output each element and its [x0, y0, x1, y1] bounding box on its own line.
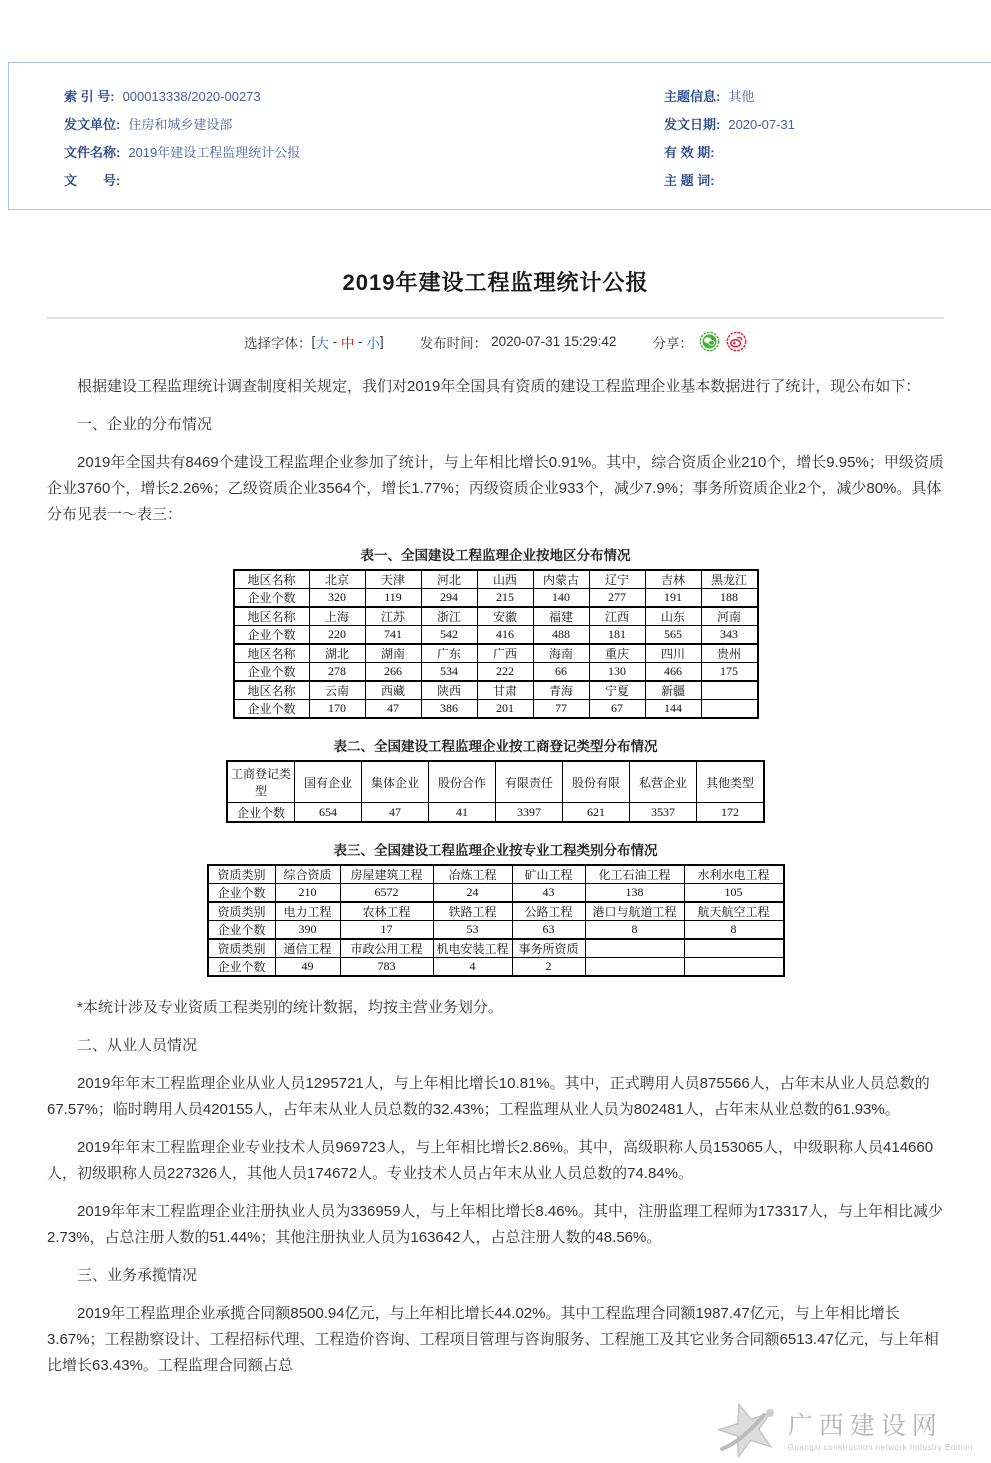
table-cell: 矿山工程	[512, 865, 585, 884]
table-cell: 新疆	[645, 681, 701, 700]
table-cell: 3537	[630, 803, 697, 823]
table-cell: 广西	[477, 644, 533, 663]
table-cell: 43	[512, 884, 585, 903]
meta-label: 有 效 期:	[664, 145, 715, 160]
font-small-link[interactable]: 小	[366, 335, 380, 351]
watermark-subtitle: Guangxi construction network Industry Edition	[787, 1443, 973, 1452]
table-cell: 416	[477, 626, 533, 645]
meta-label: 索 引 号:	[64, 89, 115, 104]
table-cell: 资质类别	[208, 939, 276, 958]
table-cell	[701, 681, 758, 700]
table-cell: 170	[309, 700, 365, 719]
page-title: 2019年建设工程监理统计公报	[342, 270, 649, 295]
table-cell: 安徽	[477, 607, 533, 626]
meta-column-right	[664, 83, 944, 209]
weibo-share-icon[interactable]	[726, 331, 747, 352]
meta-field-keywords	[664, 167, 944, 195]
article	[0, 266, 991, 1379]
table-row	[208, 902, 784, 921]
share-label: 分享：	[652, 335, 693, 351]
table-cell: 河南	[701, 607, 758, 626]
table-cell: 565	[645, 626, 701, 645]
font-large-link[interactable]: 大	[315, 335, 329, 351]
paragraph-employees: 2019年年末工程监理企业从业人员1295721人，与上年相比增长10.81%。其中，正式聘用人员875566人，占年末从业人员总数的67.57%；临时聘用人员420155人，占年末从业人员总数的32.43%；工程监理从业人员为802481人，占年末从业总数的61.93%。	[47, 1075, 930, 1118]
table-row	[234, 607, 758, 626]
table-cell: 3397	[496, 803, 563, 823]
table-cell: 公路工程	[512, 902, 585, 921]
table-cell: 181	[589, 626, 645, 645]
table-cell: 138	[585, 884, 684, 903]
table-cell: 企业个数	[234, 626, 310, 645]
table-cell: 8	[585, 921, 684, 940]
paragraph-registered-staff: 2019年年末工程监理企业注册执业人员为336959人，与上年相比增长8.46%。其中，注册监理工程师为173317人，与上年相比减少2.73%，占总注册人数的51.44%；其他注册执业人员为163642人，占总注册人数的48.56%。	[47, 1203, 944, 1246]
table-cell: 铁路工程	[433, 902, 512, 921]
document-meta-box	[8, 62, 991, 210]
table-cell: 188	[701, 589, 758, 608]
table-cell: 化工石油工程	[585, 865, 684, 884]
paragraph-contracts: 2019年工程监理企业承揽合同额8500.94亿元，与上年相比增长44.02%。其中工程监理合同额1987.47亿元，与上年相比增长3.67%；工程勘察设计、工程招标代理、工程造价咨询、工程项目管理与咨询服务、工程施工及其它业务合同额6513.47亿元，与上年相比增长63.43%。工程监理合同额占总	[47, 1305, 939, 1374]
registration-type-table	[226, 760, 765, 823]
table-cell: 105	[684, 884, 784, 903]
table-cell: 宁夏	[589, 681, 645, 700]
meta-label: 文件名称:	[64, 145, 121, 160]
meta-value: 其他	[728, 89, 755, 104]
meta-field-issue-date	[664, 111, 944, 139]
table-cell: 江苏	[365, 607, 421, 626]
table-cell: 783	[340, 958, 433, 977]
paragraph-intro: 根据建设工程监理统计调查制度相关规定，我们对2019年全国具有资质的建设工程监理企业基本数据进行了统计，现公布如下：	[77, 378, 921, 395]
table-cell: 741	[365, 626, 421, 645]
share-group	[652, 331, 747, 352]
table-cell: 有限责任	[496, 761, 563, 803]
wechat-share-icon[interactable]	[699, 331, 720, 352]
meta-field-issuing-unit	[64, 111, 664, 139]
table-cell: 地区名称	[234, 570, 310, 589]
table-cell: 119	[365, 589, 421, 608]
table-cell: 53	[433, 921, 512, 940]
region-distribution-table	[233, 569, 759, 719]
table-cell: 重庆	[589, 644, 645, 663]
table-cell	[701, 700, 758, 719]
table-row	[227, 761, 764, 803]
table-cell: 资质类别	[208, 902, 276, 921]
table-cell: 综合资质	[275, 865, 340, 884]
font-medium-link[interactable]: 中	[340, 335, 355, 351]
table-cell: 股份合作	[429, 761, 496, 803]
table-row	[234, 570, 758, 589]
table-cell: 201	[477, 700, 533, 719]
table-cell: 277	[589, 589, 645, 608]
table-cell: 黑龙江	[701, 570, 758, 589]
table-cell	[684, 939, 784, 958]
meta-value: 000013338/2020-00273	[122, 89, 261, 104]
table-row	[208, 865, 784, 884]
table-cell: 湖南	[365, 644, 421, 663]
table-cell: 215	[477, 589, 533, 608]
table-cell: 辽宁	[589, 570, 645, 589]
dash-separator: -	[354, 334, 367, 349]
table2-caption: 表二、全国建设工程监理企业按工商登记类型分布情况	[333, 739, 658, 754]
table-cell: 41	[429, 803, 496, 823]
star-logo-icon	[712, 1401, 782, 1457]
table-cell: 电力工程	[275, 902, 340, 921]
table-cell: 24	[433, 884, 512, 903]
table-cell: 湖北	[309, 644, 365, 663]
table-cell: 企业个数	[208, 958, 276, 977]
table-cell: 地区名称	[234, 607, 310, 626]
table-cell: 股份有限	[563, 761, 630, 803]
table-cell: 488	[533, 626, 589, 645]
table-row	[208, 921, 784, 940]
table-cell: 266	[365, 663, 421, 682]
table-cell: 534	[421, 663, 477, 682]
table-cell: 企业个数	[208, 921, 276, 940]
meta-field-validity	[664, 139, 944, 167]
table-cell: 175	[701, 663, 758, 682]
table-cell: 甘肃	[477, 681, 533, 700]
meta-value: 住房和城乡建设部	[128, 117, 233, 132]
table-cell: 西藏	[365, 681, 421, 700]
table-cell: 集体企业	[362, 761, 429, 803]
table-cell: 4	[433, 958, 512, 977]
section-heading-2: 二、从业人员情况	[77, 1037, 198, 1054]
table-cell: 海南	[533, 644, 589, 663]
meta-label: 发文日期:	[664, 117, 721, 132]
table-cell: 山西	[477, 570, 533, 589]
table-cell: 144	[645, 700, 701, 719]
table-cell: 浙江	[421, 607, 477, 626]
table-cell: 其他类型	[697, 761, 765, 803]
meta-label: 主 题 词:	[664, 173, 715, 188]
table-cell: 企业个数	[227, 803, 295, 823]
table-cell: 67	[589, 700, 645, 719]
watermark-title: 广西建设网	[787, 1413, 943, 1440]
table-cell: 621	[563, 803, 630, 823]
table-cell	[585, 939, 684, 958]
meta-field-topic-info	[664, 83, 944, 111]
table-cell: 内蒙古	[533, 570, 589, 589]
site-watermark	[712, 1401, 973, 1457]
table-cell: 222	[477, 663, 533, 682]
meta-label: 文 号:	[64, 173, 121, 188]
table-cell: 陕西	[421, 681, 477, 700]
table-cell: 吉林	[645, 570, 701, 589]
table-cell: 市政公用工程	[340, 939, 433, 958]
paragraph-enterprise-stats: 2019年全国共有8469个建设工程监理企业参加了统计，与上年相比增长0.91%。其中，综合资质企业210个，增长9.95%；甲级资质企业3760个，增长2.26%；乙级资质企业3564个，增长1.77%；丙级资质企业933个，减少7.9%；事务所资质企业2个，减少80%。具体分布见表一～表三：	[47, 454, 944, 523]
table3-caption: 表三、全国建设工程监理企业按专业工程类别分布情况	[333, 843, 658, 858]
table-row	[234, 663, 758, 682]
table-cell: 17	[340, 921, 433, 940]
meta-column-left	[64, 83, 664, 209]
publish-time-value: 2020-07-31 15:29:42	[491, 334, 617, 349]
table-cell: 企业个数	[234, 700, 310, 719]
table-cell: 北京	[309, 570, 365, 589]
table-row	[234, 626, 758, 645]
table-cell: 47	[362, 803, 429, 823]
table-cell: 172	[697, 803, 765, 823]
meta-value: 2019年建设工程监理统计公报	[128, 145, 301, 160]
font-size-selector	[244, 332, 384, 352]
font-selector-label: 选择字体：	[244, 335, 312, 351]
table-cell: 房屋建筑工程	[340, 865, 433, 884]
table-cell: 航天航空工程	[684, 902, 784, 921]
article-toolbar	[47, 319, 944, 362]
table-cell: 77	[533, 700, 589, 719]
table-cell: 6572	[340, 884, 433, 903]
table-row	[234, 700, 758, 719]
table-row	[234, 681, 758, 700]
meta-value: 2020-07-31	[728, 117, 795, 132]
section-heading-3: 三、业务承揽情况	[77, 1267, 198, 1284]
table-cell: 542	[421, 626, 477, 645]
table-cell: 上海	[309, 607, 365, 626]
table-cell: 事务所资质	[512, 939, 585, 958]
table-cell: 地区名称	[234, 644, 310, 663]
table-cell: 贵州	[701, 644, 758, 663]
table-cell: 466	[645, 663, 701, 682]
table-cell: 49	[275, 958, 340, 977]
meta-field-index-number	[64, 83, 664, 111]
table-cell: 343	[701, 626, 758, 645]
meta-label: 主题信息:	[664, 89, 721, 104]
table-cell: 通信工程	[275, 939, 340, 958]
watermark-text	[788, 1406, 973, 1452]
table-cell: 8	[684, 921, 784, 940]
table-cell: 资质类别	[208, 865, 276, 884]
table-cell: 工商登记类型	[227, 761, 295, 803]
publish-time-group	[420, 332, 617, 352]
table-cell: 冶炼工程	[433, 865, 512, 884]
table-cell: 企业个数	[234, 663, 310, 682]
paragraph-technical-staff: 2019年年末工程监理企业专业技术人员969723人，与上年相比增长2.86%。其中，高级职称人员153065人，中级职称人员414660人，初级职称人员227326人，其他人员174672人。专业技术人员占年末从业人员总数的74.84%。	[47, 1139, 934, 1182]
table-cell: 278	[309, 663, 365, 682]
dash-separator: -	[328, 334, 341, 349]
table-cell: 63	[512, 921, 585, 940]
table-cell: 企业个数	[208, 884, 276, 903]
table-cell: 220	[309, 626, 365, 645]
meta-field-doc-number	[64, 167, 664, 195]
meta-label: 发文单位:	[64, 117, 121, 132]
table-cell: 四川	[645, 644, 701, 663]
table-cell: 天津	[365, 570, 421, 589]
publish-time-label: 发布时间：	[419, 335, 488, 351]
bracket-open: [	[311, 334, 316, 349]
table-cell	[585, 958, 684, 977]
table-cell: 320	[309, 589, 365, 608]
table-cell: 386	[421, 700, 477, 719]
table-cell: 农林工程	[340, 902, 433, 921]
table-row	[234, 589, 758, 608]
table-cell: 2	[512, 958, 585, 977]
section-heading-1: 一、企业的分布情况	[77, 416, 213, 433]
table-row	[208, 939, 784, 958]
table-cell: 294	[421, 589, 477, 608]
table-cell: 191	[645, 589, 701, 608]
table1-caption: 表一、全国建设工程监理企业按地区分布情况	[360, 548, 631, 563]
specialty-category-table	[207, 864, 785, 977]
table-cell: 机电安装工程	[433, 939, 512, 958]
table-cell	[684, 958, 784, 977]
table-cell: 江西	[589, 607, 645, 626]
table-cell: 山东	[645, 607, 701, 626]
table-cell: 地区名称	[234, 681, 310, 700]
table-cell: 国有企业	[295, 761, 362, 803]
table-cell: 66	[533, 663, 589, 682]
table-cell: 云南	[309, 681, 365, 700]
footnote: *本统计涉及专业资质工程类别的统计数据，均按主营业务划分。	[77, 999, 503, 1016]
table-cell: 港口与航道工程	[585, 902, 684, 921]
table-cell: 654	[295, 803, 362, 823]
table-cell: 140	[533, 589, 589, 608]
table-row	[208, 958, 784, 977]
table-cell: 企业个数	[234, 589, 310, 608]
table-cell: 390	[275, 921, 340, 940]
table-cell: 47	[365, 700, 421, 719]
table-cell: 青海	[533, 681, 589, 700]
table-cell: 130	[589, 663, 645, 682]
table-row	[234, 644, 758, 663]
table-row	[208, 884, 784, 903]
table-cell: 水利水电工程	[684, 865, 784, 884]
page	[0, 62, 991, 1463]
table-row	[227, 803, 764, 823]
table-cell: 私营企业	[630, 761, 697, 803]
bracket-close: ]	[379, 334, 384, 349]
table-cell: 福建	[533, 607, 589, 626]
table-cell: 广东	[421, 644, 477, 663]
table-cell: 210	[275, 884, 340, 903]
table-cell: 河北	[421, 570, 477, 589]
meta-field-file-name	[64, 139, 664, 167]
